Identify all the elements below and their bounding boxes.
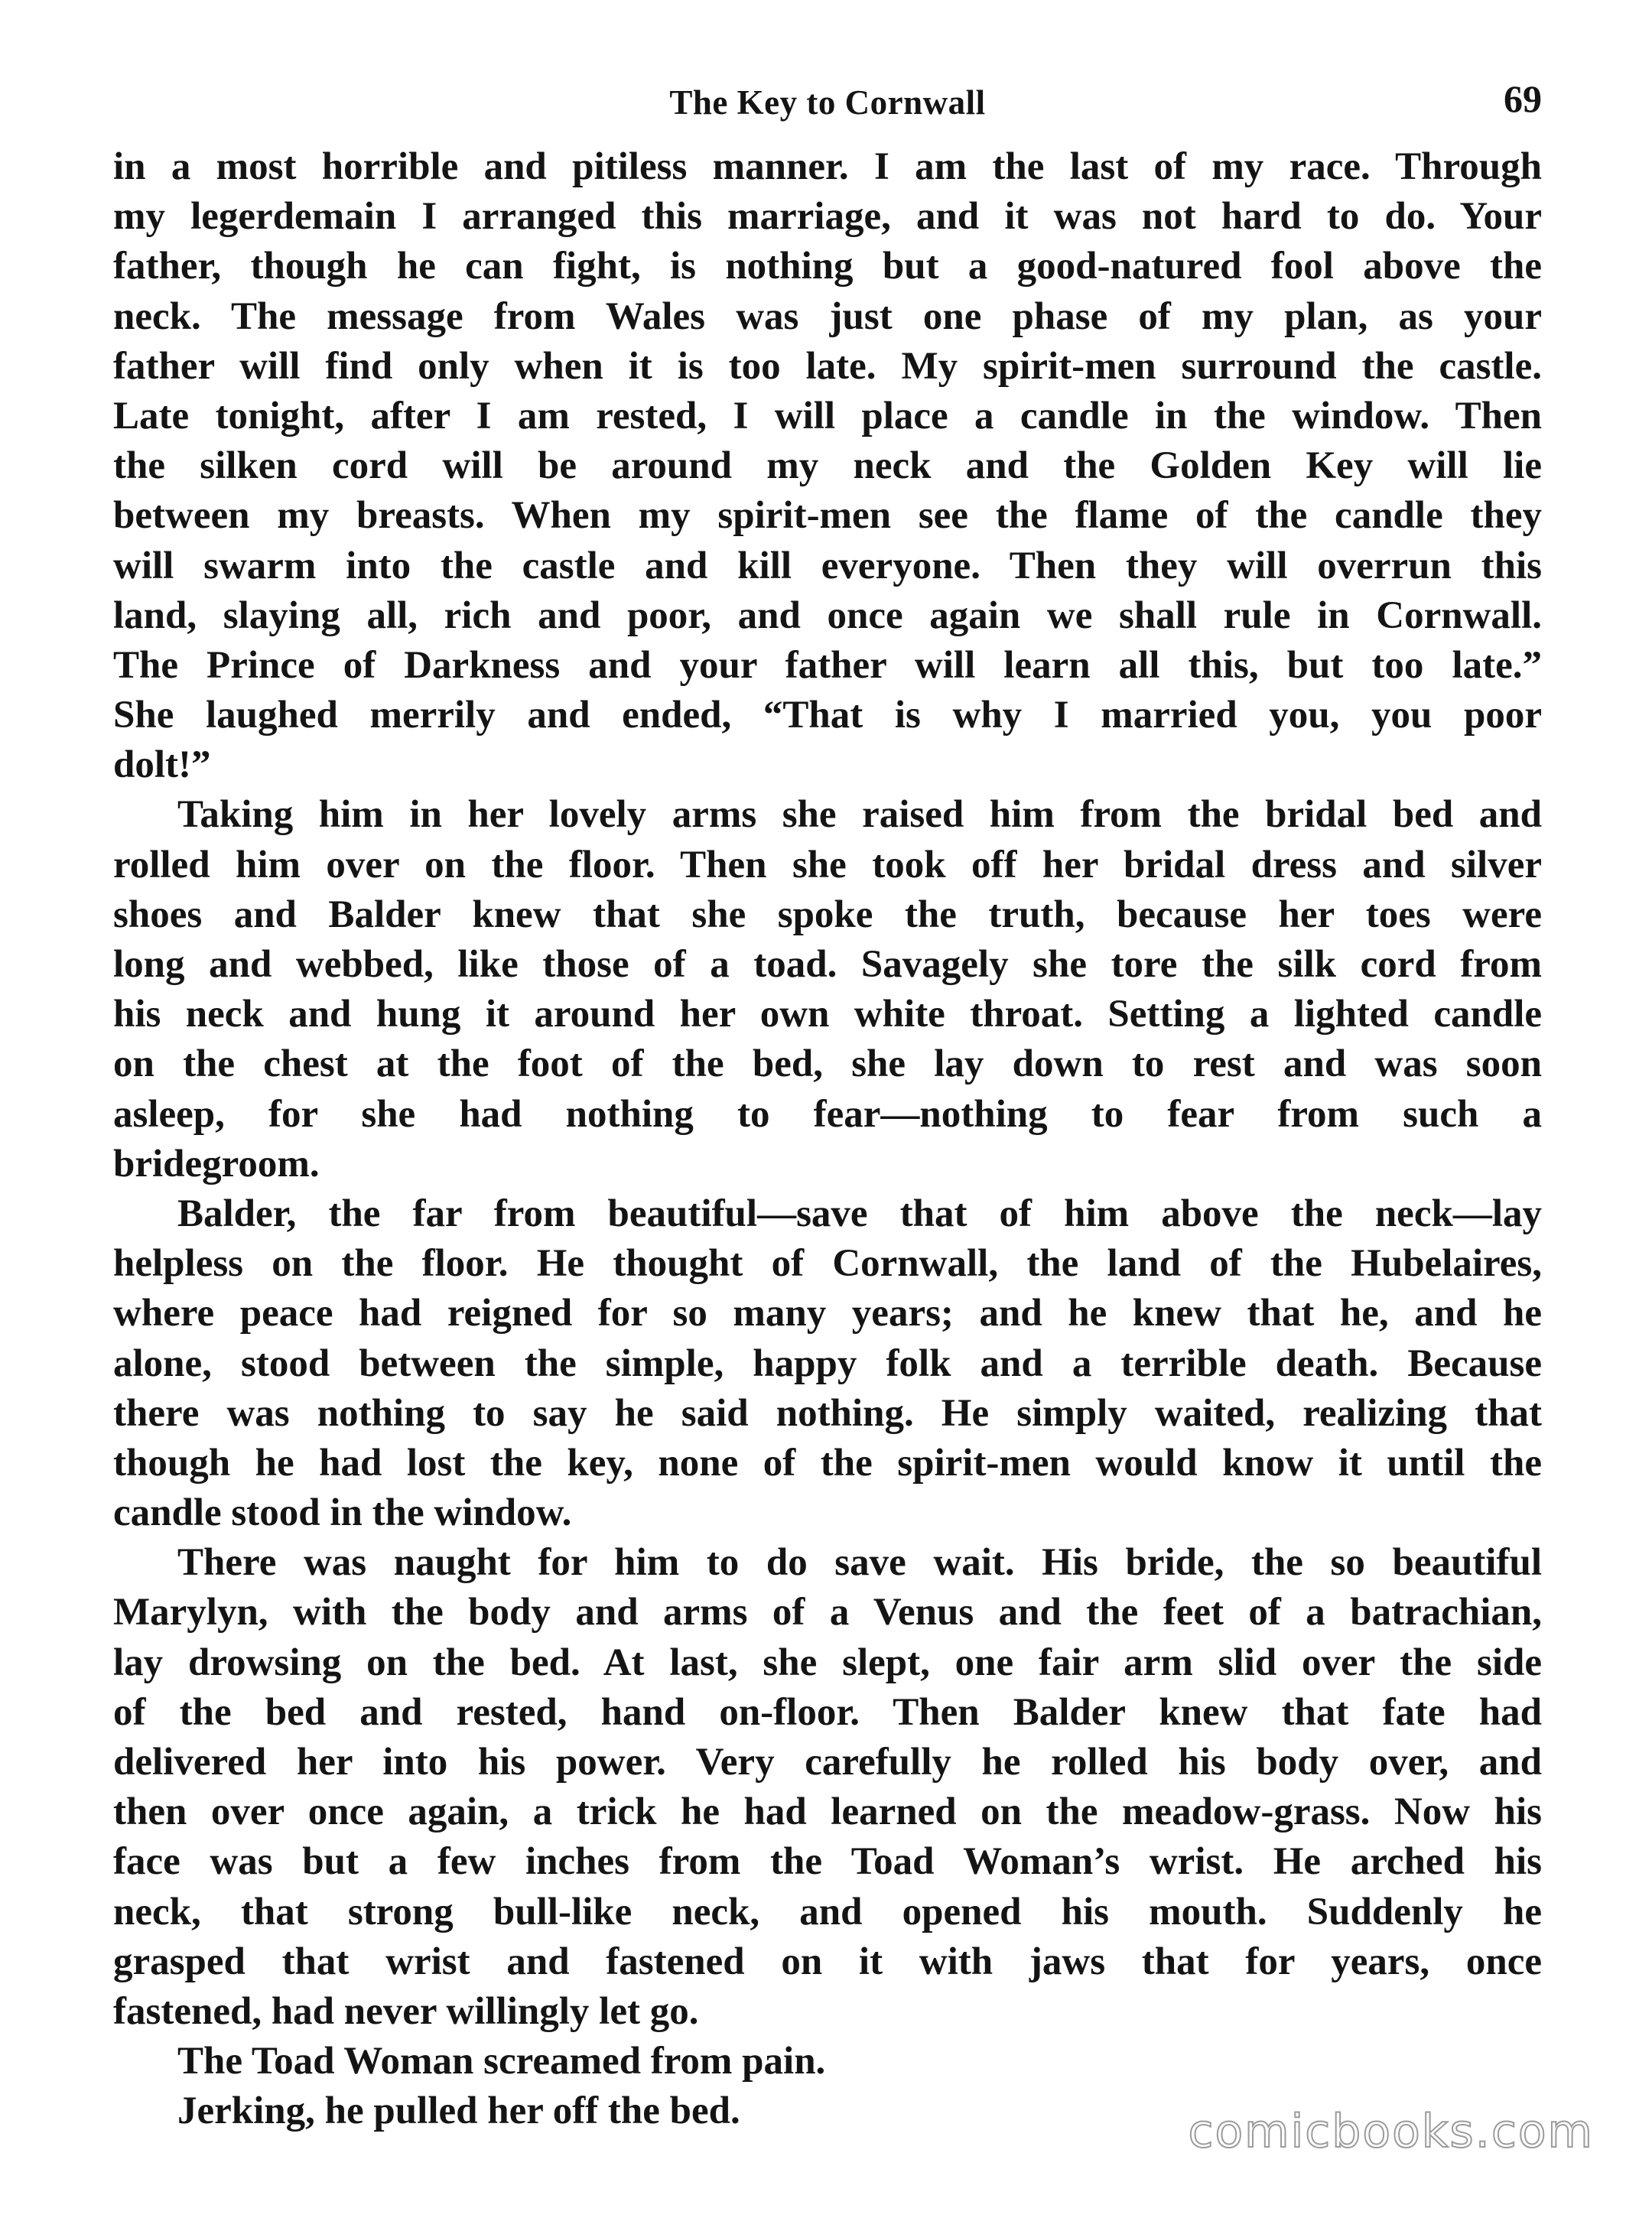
- running-title: The Key to Cornwall: [669, 83, 986, 122]
- text-line: father will find only when it is too late. My spirit-men surround the castle.: [113, 344, 1542, 388]
- text-line: alone, stood between the simple, happy folk and a terrible death. Because: [113, 1342, 1542, 1385]
- text-line: between my breasts. When my spirit-men see the flame of the candle they: [113, 494, 1542, 538]
- text-line: then over once again, a trick he had learned on the meadow-grass. Now his: [113, 1790, 1542, 1834]
- paragraph: [113, 142, 1542, 790]
- text-line: There was naught for him to do save wait. His bride, the so beautiful: [177, 1541, 1542, 1585]
- text-line: will swarm into the castle and kill everyone. Then they will overrun this: [113, 544, 1542, 587]
- text-line: in a most horrible and pitiless manner. I am the last of my race. Through: [113, 145, 1542, 188]
- paragraph: [113, 790, 1542, 1189]
- paragraph: [113, 1538, 1542, 2037]
- text-line: Jerking, he pulled her off the bed.: [177, 2090, 740, 2133]
- text-line: She laughed merrily and ended, “That is why I married you, you poor: [113, 694, 1542, 737]
- text-line: neck, that strong bull-like neck, and opened his mouth. Suddenly he: [113, 1890, 1542, 1933]
- text-line: neck. The message from Wales was just one phase of my plan, as your: [113, 294, 1542, 338]
- text-line: shoes and Balder knew that she spoke the truth, because her toes were: [113, 893, 1542, 936]
- text-line: father, though he can fight, is nothing but a good-natured fool above the: [113, 245, 1542, 288]
- text-line: The Toad Woman screamed from pain.: [177, 2040, 826, 2083]
- text-line: fastened, had never willingly let go.: [113, 1989, 699, 2033]
- text-line: The Prince of Darkness and your father will learn all this, but too late.”: [113, 643, 1542, 687]
- page-number: 69: [1504, 77, 1542, 120]
- text-line: lay drowsing on the bed. At last, she slept, one fair arm slid over the side: [113, 1641, 1542, 1684]
- text-line: long and webbed, like those of a toad. Savagely she tore the silk cord from: [113, 943, 1542, 986]
- text-line: bridegroom.: [113, 1142, 320, 1185]
- text-line: of the bed and rested, hand on-floor. Then Balder knew that fate had: [113, 1690, 1542, 1734]
- text-line: on the chest at the foot of the bed, she lay down to rest and was soon: [113, 1042, 1542, 1086]
- text-line: where peace had reigned for so many years; and he knew that he, and he: [113, 1292, 1542, 1335]
- text-line: rolled him over on the floor. Then she took off her bridal dress and silver: [113, 843, 1542, 886]
- text-line: candle stood in the window.: [113, 1491, 572, 1535]
- paragraph: [113, 1189, 1542, 1538]
- text-line: dolt!”: [113, 743, 211, 787]
- text-line: face was but a few inches from the Toad Woman’s wrist. He arched his: [113, 1840, 1542, 1884]
- text-line: though he had lost the key, none of the spirit-men would know it until the: [113, 1441, 1542, 1485]
- text-line: Late tonight, after I am rested, I will place a candle in the window. Then: [113, 394, 1542, 437]
- text-line: his neck and hung it around her own white throat. Setting a lighted candle: [113, 993, 1542, 1036]
- body-text: [113, 142, 1542, 2137]
- text-line: helpless on the floor. He thought of Cornwall, the land of the Hubelaires,: [113, 1242, 1542, 1286]
- text-line: the silken cord will be around my neck and the Golden Key will lie: [113, 444, 1542, 488]
- text-line: Balder, the far from beautiful—save that of him above the neck—lay: [177, 1192, 1542, 1235]
- watermark-logo: comicbooks.com: [1188, 2105, 1594, 2158]
- running-head: [113, 76, 1542, 130]
- text-line: land, slaying all, rich and poor, and once again we shall rule in Cornwall.: [113, 594, 1542, 637]
- text-line: delivered her into his power. Very carefully he rolled his body over, and: [113, 1741, 1542, 1784]
- text-line: Marylyn, with the body and arms of a Venus and the feet of a batrachian,: [113, 1591, 1542, 1634]
- text-line: there was nothing to say he said nothing. He simply waited, realizing that: [113, 1391, 1542, 1435]
- text-line: asleep, for she had nothing to fear—nothing to fear from such a: [113, 1092, 1542, 1136]
- text-line: Taking him in her lovely arms she raised him from the bridal bed and: [177, 793, 1542, 837]
- text-line: my legerdemain I arranged this marriage, and it was not hard to do. Your: [113, 195, 1542, 239]
- paragraph: [113, 2037, 1542, 2086]
- text-line: grasped that wrist and fastened on it with jaws that for years, once: [113, 1940, 1542, 1983]
